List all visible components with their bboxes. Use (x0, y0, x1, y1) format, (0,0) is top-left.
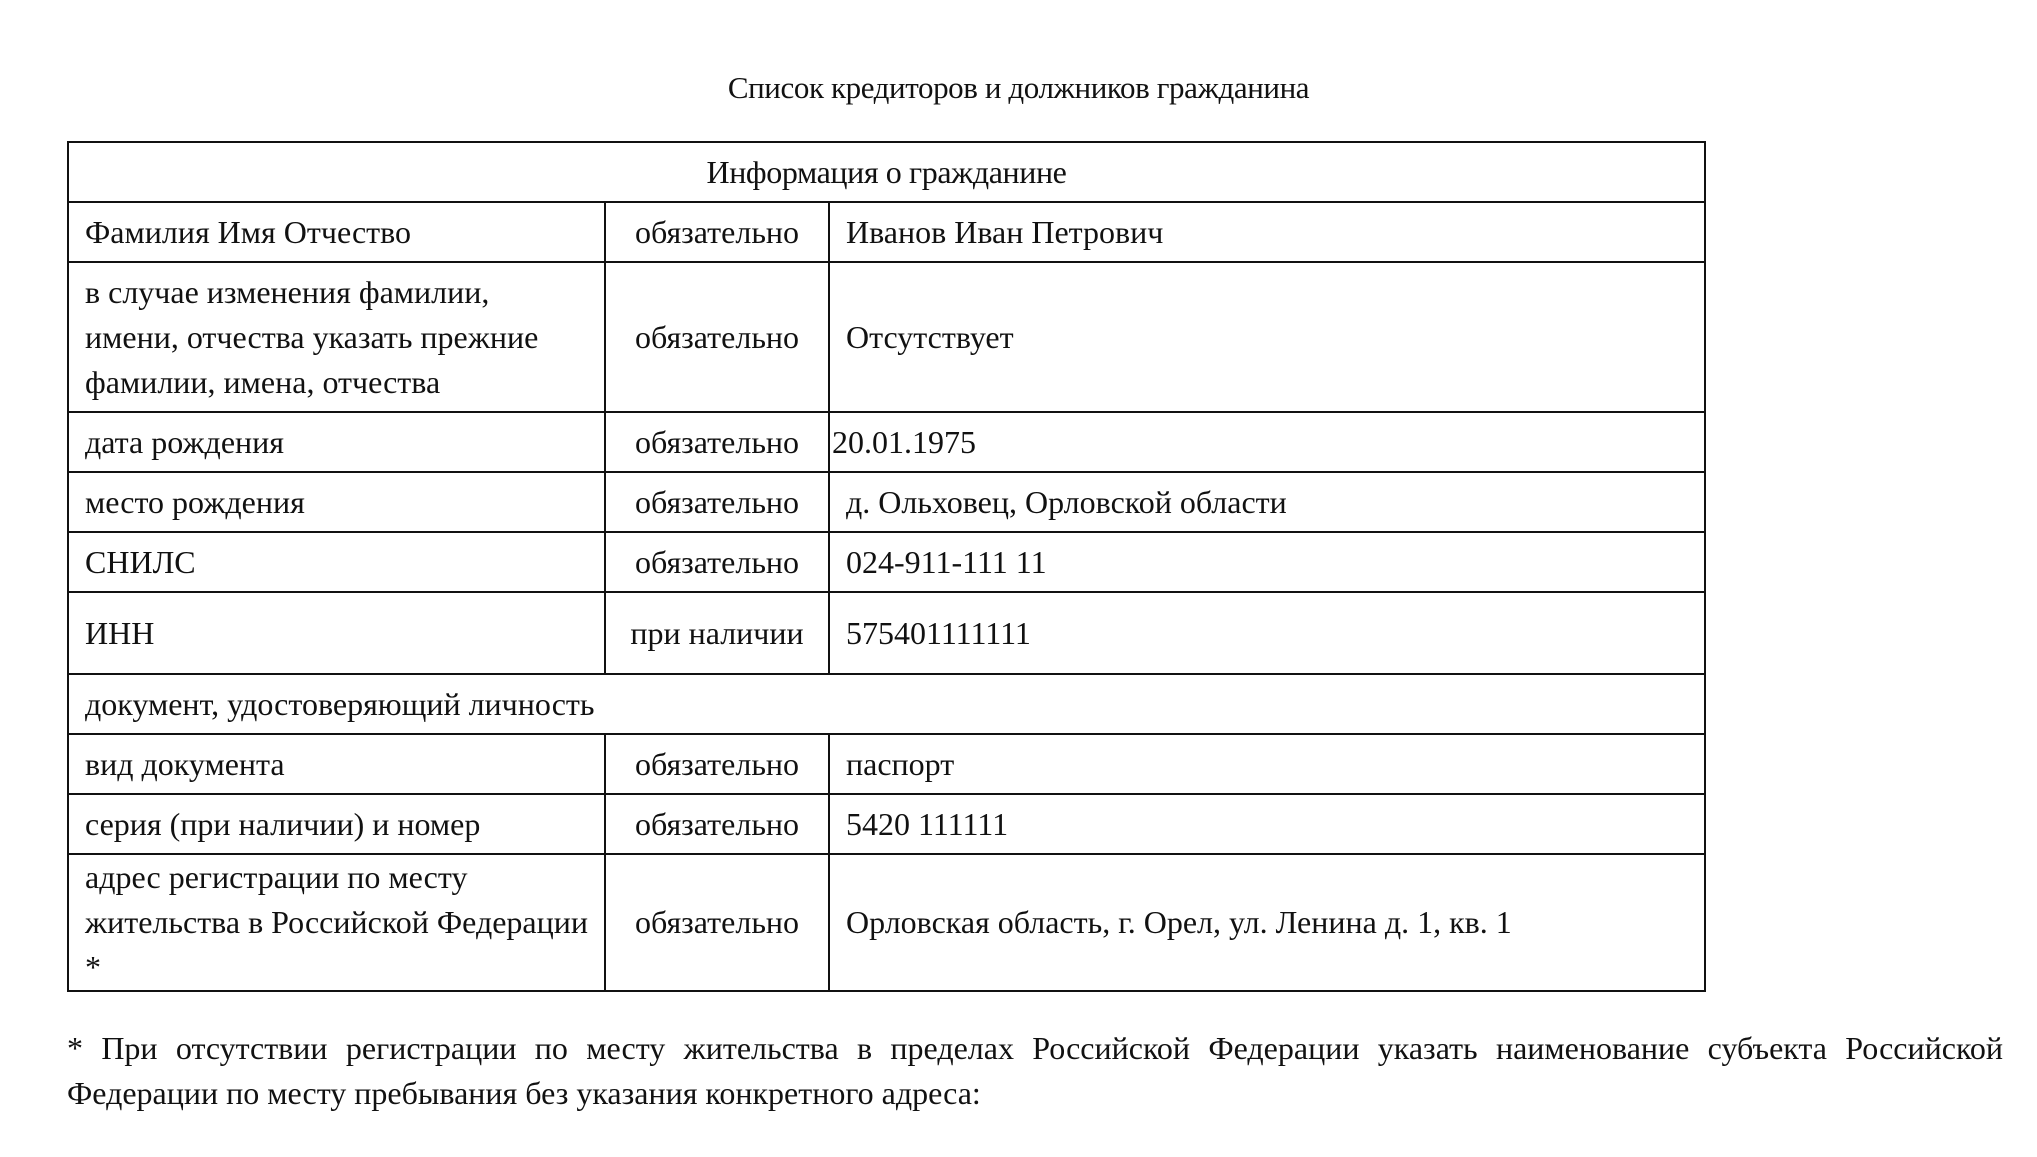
table-row-birth-place (68, 472, 1705, 532)
row-value: Отсутствует (829, 262, 1705, 412)
row-value: Орловская область, г. Орел, ул. Ленина д. 1, кв. 1 (829, 854, 1705, 991)
row-label: вид документа (68, 734, 605, 794)
document-title: Список кредиторов и должников гражданина (727, 70, 1310, 105)
row-value: паспорт (829, 734, 1705, 794)
table-header: Информация о гражданине (68, 142, 1705, 202)
table-row-snils (68, 532, 1705, 592)
row-value: Иванов Иван Петрович (829, 202, 1705, 262)
row-requirement: обязательно (605, 262, 829, 412)
row-label: дата рождения (68, 412, 605, 472)
row-value: 5420 111111 (829, 794, 1705, 854)
row-value: 575401111111 (829, 592, 1705, 674)
row-requirement: обязательно (605, 532, 829, 592)
row-label: СНИЛС (68, 532, 605, 592)
table-row-birth-date (68, 412, 1705, 472)
table-row-full-name (68, 202, 1705, 262)
row-label: место рождения (68, 472, 605, 532)
row-label: серия (при наличии) и номер (68, 794, 605, 854)
row-value: 024-911-111 11 (829, 532, 1705, 592)
row-requirement: обязательно (605, 734, 829, 794)
row-value: д. Ольховец, Орловской области (829, 472, 1705, 532)
row-label: в случае изменения фамилии, имени, отчества указать прежние фамилии, имена, отчества (68, 262, 605, 412)
row-requirement: обязательно (605, 472, 829, 532)
row-value: 20.01.1975 (829, 412, 1705, 472)
table-row-document-type (68, 734, 1705, 794)
table-row-registration-address (68, 854, 1705, 991)
row-requirement: обязательно (605, 794, 829, 854)
row-label: Фамилия Имя Отчество (68, 202, 605, 262)
table-section-row (68, 674, 1705, 734)
table-header-row (68, 142, 1705, 202)
section-label: документ, удостоверяющий личность (68, 674, 1705, 734)
row-requirement: при наличии (605, 592, 829, 674)
row-requirement: обязательно (605, 412, 829, 472)
citizen-info-table (67, 141, 1706, 992)
table-row-inn (68, 592, 1705, 674)
table-row-previous-names (68, 262, 1705, 412)
footnote: * При отсутствии регистрации по месту жительства в пределах Российской Федерации указать наименование субъекта Российской Федерации по месту пребывания без указания конкретного адреса: (67, 1030, 2003, 1111)
row-label: ИНН (68, 592, 605, 674)
row-requirement: обязательно (605, 202, 829, 262)
table-row-document-number (68, 794, 1705, 854)
row-requirement: обязательно (605, 854, 829, 991)
row-label: адрес регистрации по месту жительства в Российской Федерации * (68, 854, 605, 991)
